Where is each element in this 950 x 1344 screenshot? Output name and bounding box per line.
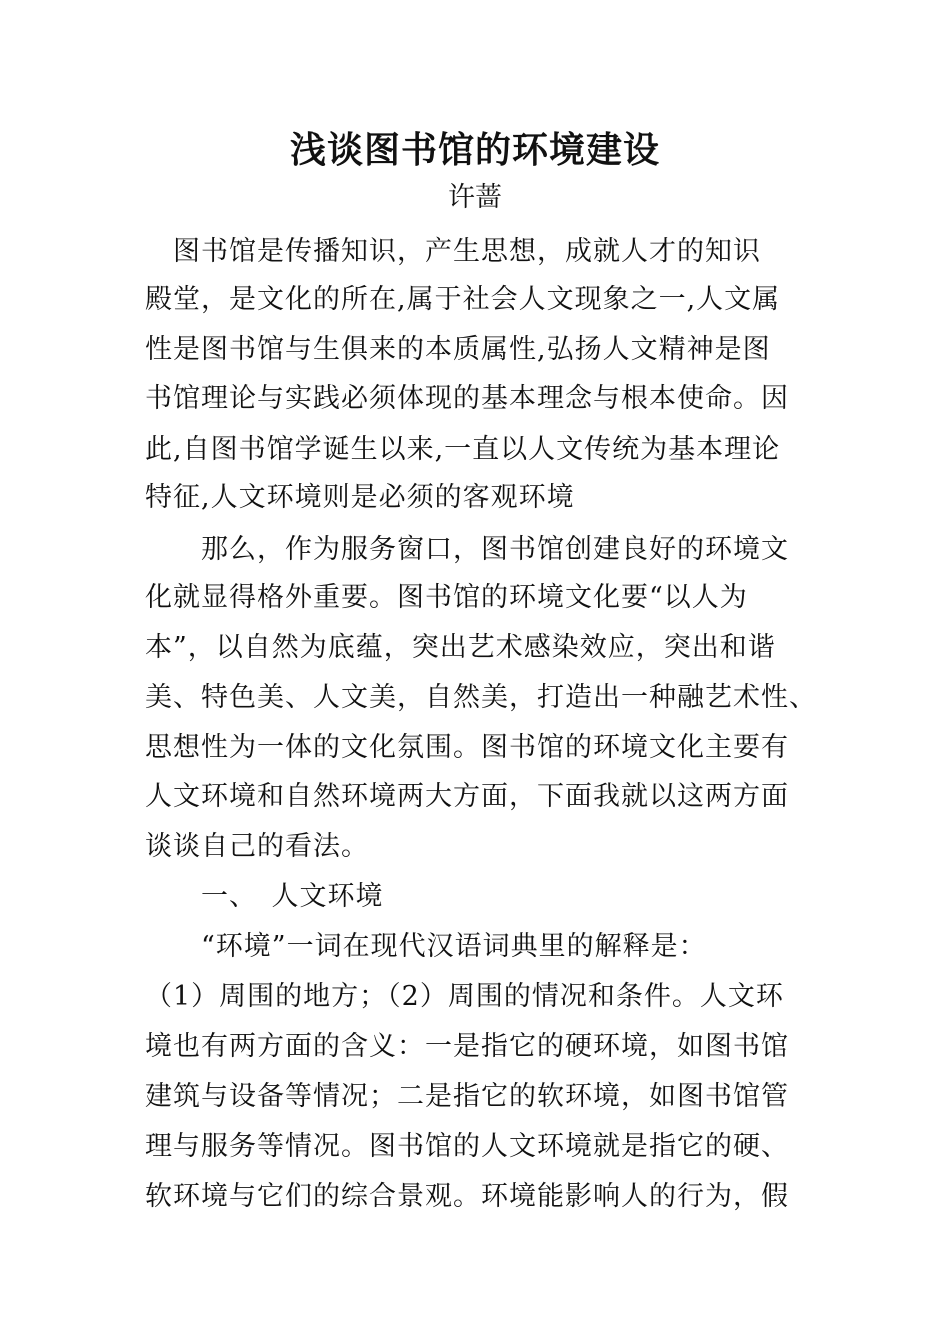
text-line: 境也有两方面的含义：一是指它的硬环境，如图书馆	[145, 1031, 789, 1062]
text-line: 思想性为一体的文化氛围。图书馆的环境文化主要有	[145, 732, 789, 763]
document-title: 浅谈图书馆的环境建设	[289, 129, 660, 171]
text-line: 殿堂，是文化的所在,属于社会人文现象之一,人文属	[145, 284, 781, 315]
text-line: 理与服务等情况。图书馆的人文环境就是指它的硬、	[145, 1131, 789, 1162]
text-line: 人文环境和自然环境两大方面，下面我就以这两方面	[145, 781, 789, 812]
text-line: 谈谈自己的看法。	[145, 831, 369, 862]
section-heading: 一、 人文环境	[145, 881, 384, 912]
text-line: 软环境与它们的综合景观。环境能影响人的行为，假	[145, 1181, 789, 1212]
text-line: 本”，以自然为底蕴，突出艺术感染效应，突出和谐	[145, 632, 776, 663]
text-line: 建筑与设备等情况；二是指它的软环境，如图书馆管	[145, 1081, 789, 1112]
text-line: 特征,人文环境则是必须的客观环境	[145, 482, 575, 513]
text-line: （1）周围的地方；（2）周围的情况和条件。人文环	[145, 981, 784, 1012]
text-line: 美、特色美、人文美，自然美，打造出一种融艺术性、	[145, 682, 817, 713]
text-line: 化就显得格外重要。图书馆的环境文化要“以人为	[145, 582, 748, 613]
text-line: 性是图书馆与生俱来的本质属性,弘扬人文精神是图	[145, 334, 771, 365]
text-line: 图书馆是传播知识，产生思想，成就人才的知识	[145, 236, 761, 267]
text-line: 书馆理论与实践必须体现的基本理念与根本使命。因	[145, 383, 789, 414]
text-line: “环境”一词在现代汉语词典里的解释是：	[145, 931, 707, 962]
text-line: 那么，作为服务窗口，图书馆创建良好的环境文	[145, 534, 789, 565]
text-line: 此,自图书馆学诞生以来,一直以人文传统为基本理论	[145, 434, 781, 465]
document-author: 许蔷	[448, 182, 502, 213]
